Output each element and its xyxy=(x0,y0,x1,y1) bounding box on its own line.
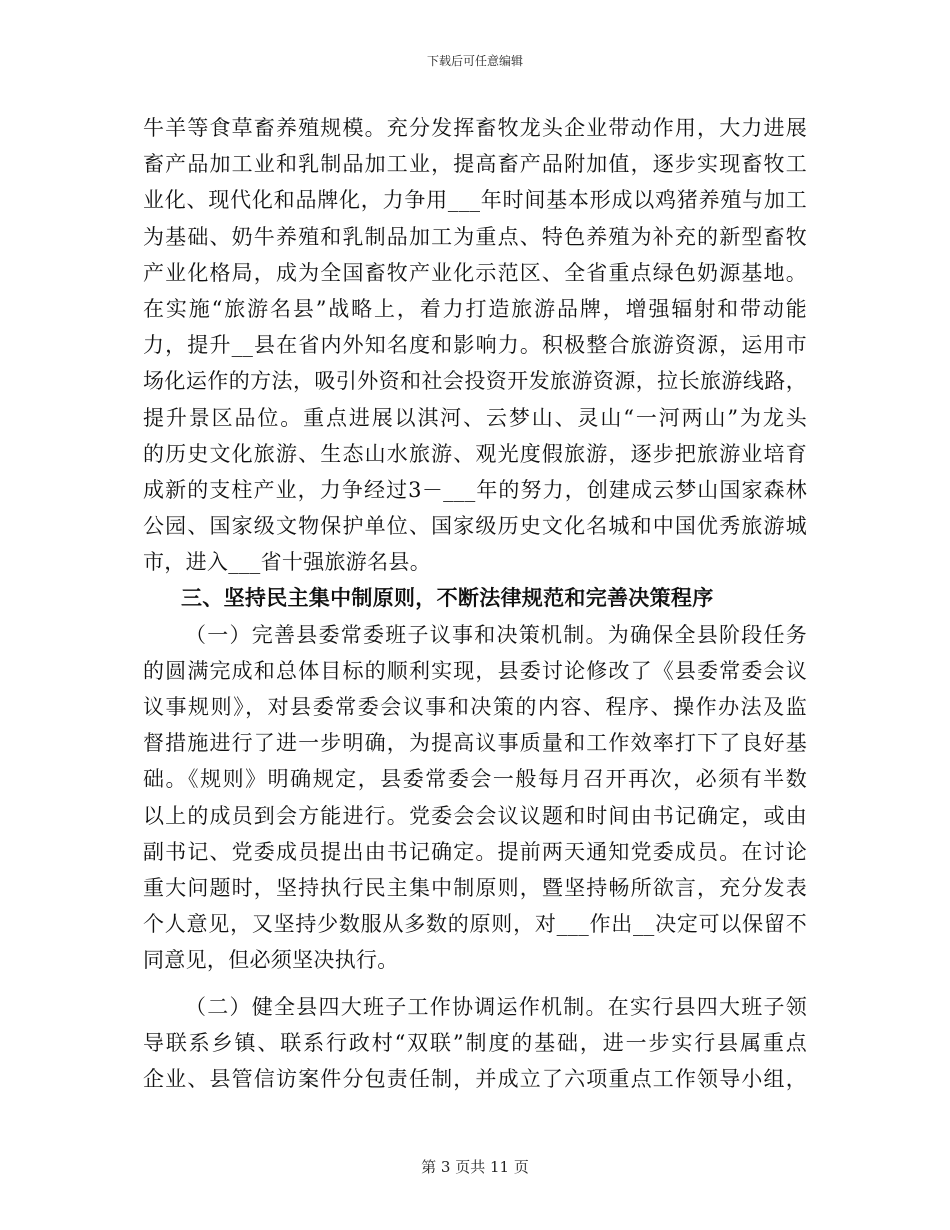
text-line: 产业化格局，成为全国畜牧产业化示范区、全省重点绿色奶源基地。 xyxy=(143,260,807,285)
text-line: 牛羊等食草畜养殖规模。充分发挥畜牧龙头企业带动作用，大力进展 xyxy=(143,116,807,140)
text-line: 的历史文化旅游、生态山水旅游、观光度假旅游，逐步把旅游业培育 xyxy=(143,441,807,466)
text-line: 成新的支柱产业，力争经过3－___年的努力，创建成云梦山国家森林 xyxy=(143,477,807,502)
text-line: 的圆满完成和总体目标的顺利实现，县委讨论修改了《县委常委会议 xyxy=(143,658,807,683)
text-line: 以上的成员到会方能进行。党委会会议议题和时间由书记确定，或由 xyxy=(143,803,807,828)
text-line: 市，进入___省十强旅游名县。 xyxy=(143,550,431,575)
text-line: （二）健全县四大班子工作协调运作机制。在实行县四大班子领 xyxy=(185,994,807,1019)
page-header: 下载后可任意编辑 xyxy=(426,54,523,68)
text-line: 业化、现代化和品牌化，力争用___年时间基本形成以鸡猪养殖与加工 xyxy=(143,188,807,213)
document-body xyxy=(143,110,807,1097)
text-line: 在实施“旅游名县”战略上，着力打造旅游品牌，增强辐射和带动能 xyxy=(143,296,807,321)
text-line: 个人意见，又坚持少数服从多数的原则，对___作出__决定可以保留不 xyxy=(143,912,807,937)
text-line: 础。《规则》明确规定，县委常委会一般每月召开再次，必须有半数 xyxy=(143,767,807,792)
text-line: 提升景区品位。重点进展以淇河、云梦山、灵山“一河两山”为龙头 xyxy=(143,405,807,430)
text-line: 力，提升__县在省内外知名度和影响力。积极整合旅游资源，运用市 xyxy=(143,333,807,358)
text-line: 议事规则》，对县委常委会议事和决策的内容、程序、操作办法及监 xyxy=(143,695,807,719)
text-line: （一）完善县委常委班子议事和决策机制。为确保全县阶段任务 xyxy=(185,622,807,647)
text-line: 重大问题时，坚持执行民主集中制原则，暨坚持畅所欲言，充分发表 xyxy=(143,875,807,900)
text-line: 企业、县管信访案件分包责任制，并成立了六项重点工作领导小组， xyxy=(143,1066,807,1091)
text-line: 副书记、党委成员提出由书记确定。提前两天通知党委成员。在讨论 xyxy=(143,839,807,864)
text-line: 畜产品加工业和乳制品加工业，提高畜产品附加值，逐步实现畜牧工 xyxy=(143,152,807,177)
text-line: 督措施进行了进一步明确，为提高议事质量和工作效率打下了良好基 xyxy=(143,731,807,756)
text-line: 公园、国家级文物保护单位、国家级历史文化名城和中国优秀旅游城 xyxy=(143,514,807,539)
text-line: 导联系乡镇、联系行政村“双联”制度的基础，进一步实行县属重点 xyxy=(143,1030,807,1055)
text-line: 为基础、奶牛养殖和乳制品加工为重点、特色养殖为补充的新型畜牧 xyxy=(143,224,807,249)
page-number: 第 3 页共 11 页 xyxy=(421,1158,529,1176)
text-line: 同意见，但必须坚决执行。 xyxy=(143,948,399,973)
text-line: 场化运作的方法，吸引外资和社会投资开发旅游资源，拉长旅游线路， xyxy=(143,369,807,394)
section-heading: 三、坚持民主集中制原则，不断法律规范和完善决策程序 xyxy=(181,585,714,611)
